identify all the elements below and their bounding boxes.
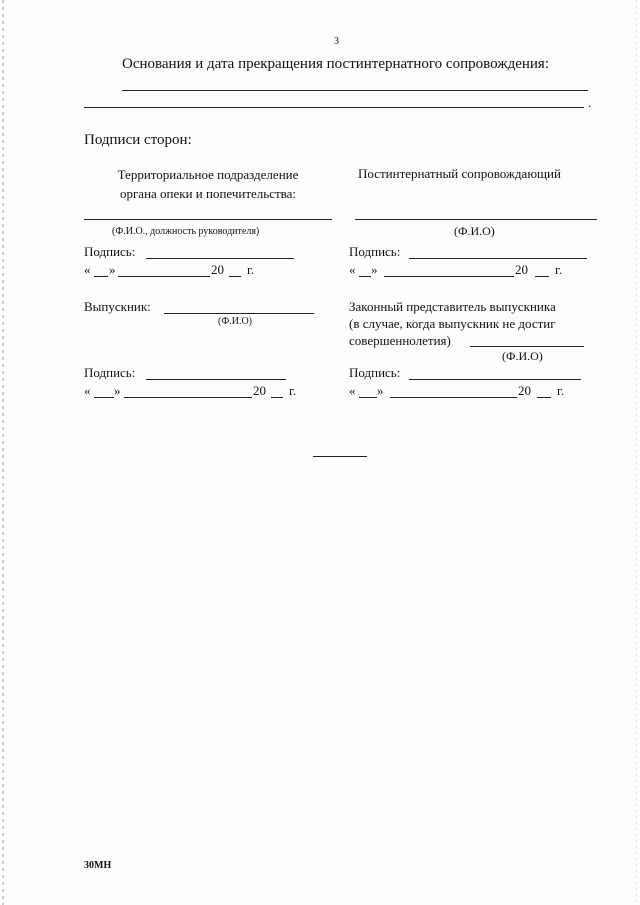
left-date2-year-suffix: г. <box>289 383 297 398</box>
right-date-close-quote: » <box>371 262 378 277</box>
right-signature2-line <box>409 379 581 380</box>
rep-line-1: Законный представитель выпускника <box>349 299 556 314</box>
left-signature2-label: Подпись: <box>84 365 136 380</box>
graduate-label: Выпускник: <box>84 299 151 314</box>
left-date-year-line <box>229 276 241 277</box>
termination-heading: Основания и дата прекращения постинтернатного сопровождения: <box>122 56 549 72</box>
left-date-year-prefix: 20 <box>211 262 224 277</box>
reason-end-mark: . <box>588 95 592 110</box>
org-line-2: органа опеки и попечительства: <box>119 186 297 201</box>
escort-name-line <box>355 219 597 220</box>
right-signature2-label: Подпись: <box>349 365 401 380</box>
right-date-month-line <box>384 276 514 277</box>
right-date-year-suffix: г. <box>555 262 563 277</box>
left-signature-label: Подпись: <box>84 244 136 259</box>
left-date2-day-line <box>94 397 114 398</box>
left-date-day-line <box>94 276 108 277</box>
right-date-day-line <box>359 276 371 277</box>
right-date2-close-quote: » <box>377 383 384 398</box>
right-date-year-line <box>535 276 549 277</box>
left-date2-close-quote: » <box>114 383 121 398</box>
escort-name-caption: (Ф.И.О) <box>454 224 495 238</box>
signatures-title: Подписи сторон: <box>84 132 192 148</box>
right-date2-year-line <box>537 397 551 398</box>
left-date2-month-line <box>124 397 252 398</box>
rep-name-line <box>470 346 584 347</box>
org-line-1: Территориальное подразделение <box>117 167 299 182</box>
reason-line-2 <box>84 107 584 108</box>
left-date2-year-line <box>271 397 283 398</box>
right-signature-line <box>409 258 587 259</box>
left-date-year-suffix: г. <box>247 262 255 277</box>
right-date2-open-quote: « <box>349 383 356 398</box>
right-date2-year-suffix: г. <box>557 383 565 398</box>
page-number: 3 <box>334 36 339 47</box>
left-date2-open-quote: « <box>84 383 91 398</box>
right-date2-day-line <box>359 397 377 398</box>
end-separator <box>313 456 367 457</box>
right-date2-year-prefix: 20 <box>518 383 531 398</box>
rep-line-2: (в случае, когда выпускник не достиг <box>349 316 556 331</box>
left-signature-line <box>146 258 294 259</box>
left-signature2-line <box>146 379 286 380</box>
right-date-year-prefix: 20 <box>515 262 528 277</box>
scan-edge-left <box>2 0 4 905</box>
right-signature-label: Подпись: <box>349 244 401 259</box>
right-date-open-quote: « <box>349 262 356 277</box>
graduate-name-line <box>164 313 314 314</box>
left-date2-year-prefix: 20 <box>253 383 266 398</box>
left-date-open-quote: « <box>84 262 91 277</box>
left-date-month-line <box>118 276 210 277</box>
rep-line-3: совершеннолетия) <box>349 333 451 348</box>
rep-caption: (Ф.И.О) <box>502 349 543 363</box>
org-name-line <box>84 219 332 220</box>
left-date-close-quote: » <box>109 262 116 277</box>
graduate-caption: (Ф.И.О) <box>218 316 253 327</box>
scan-edge-right <box>636 0 637 905</box>
right-date2-month-line <box>390 397 517 398</box>
reason-line-1 <box>122 90 588 91</box>
org-name-caption: (Ф.И.О., должность руководителя) <box>112 226 260 237</box>
footer-code: 30МН <box>84 860 112 871</box>
escort-title: Постинтернатный сопровождающий <box>358 166 561 181</box>
